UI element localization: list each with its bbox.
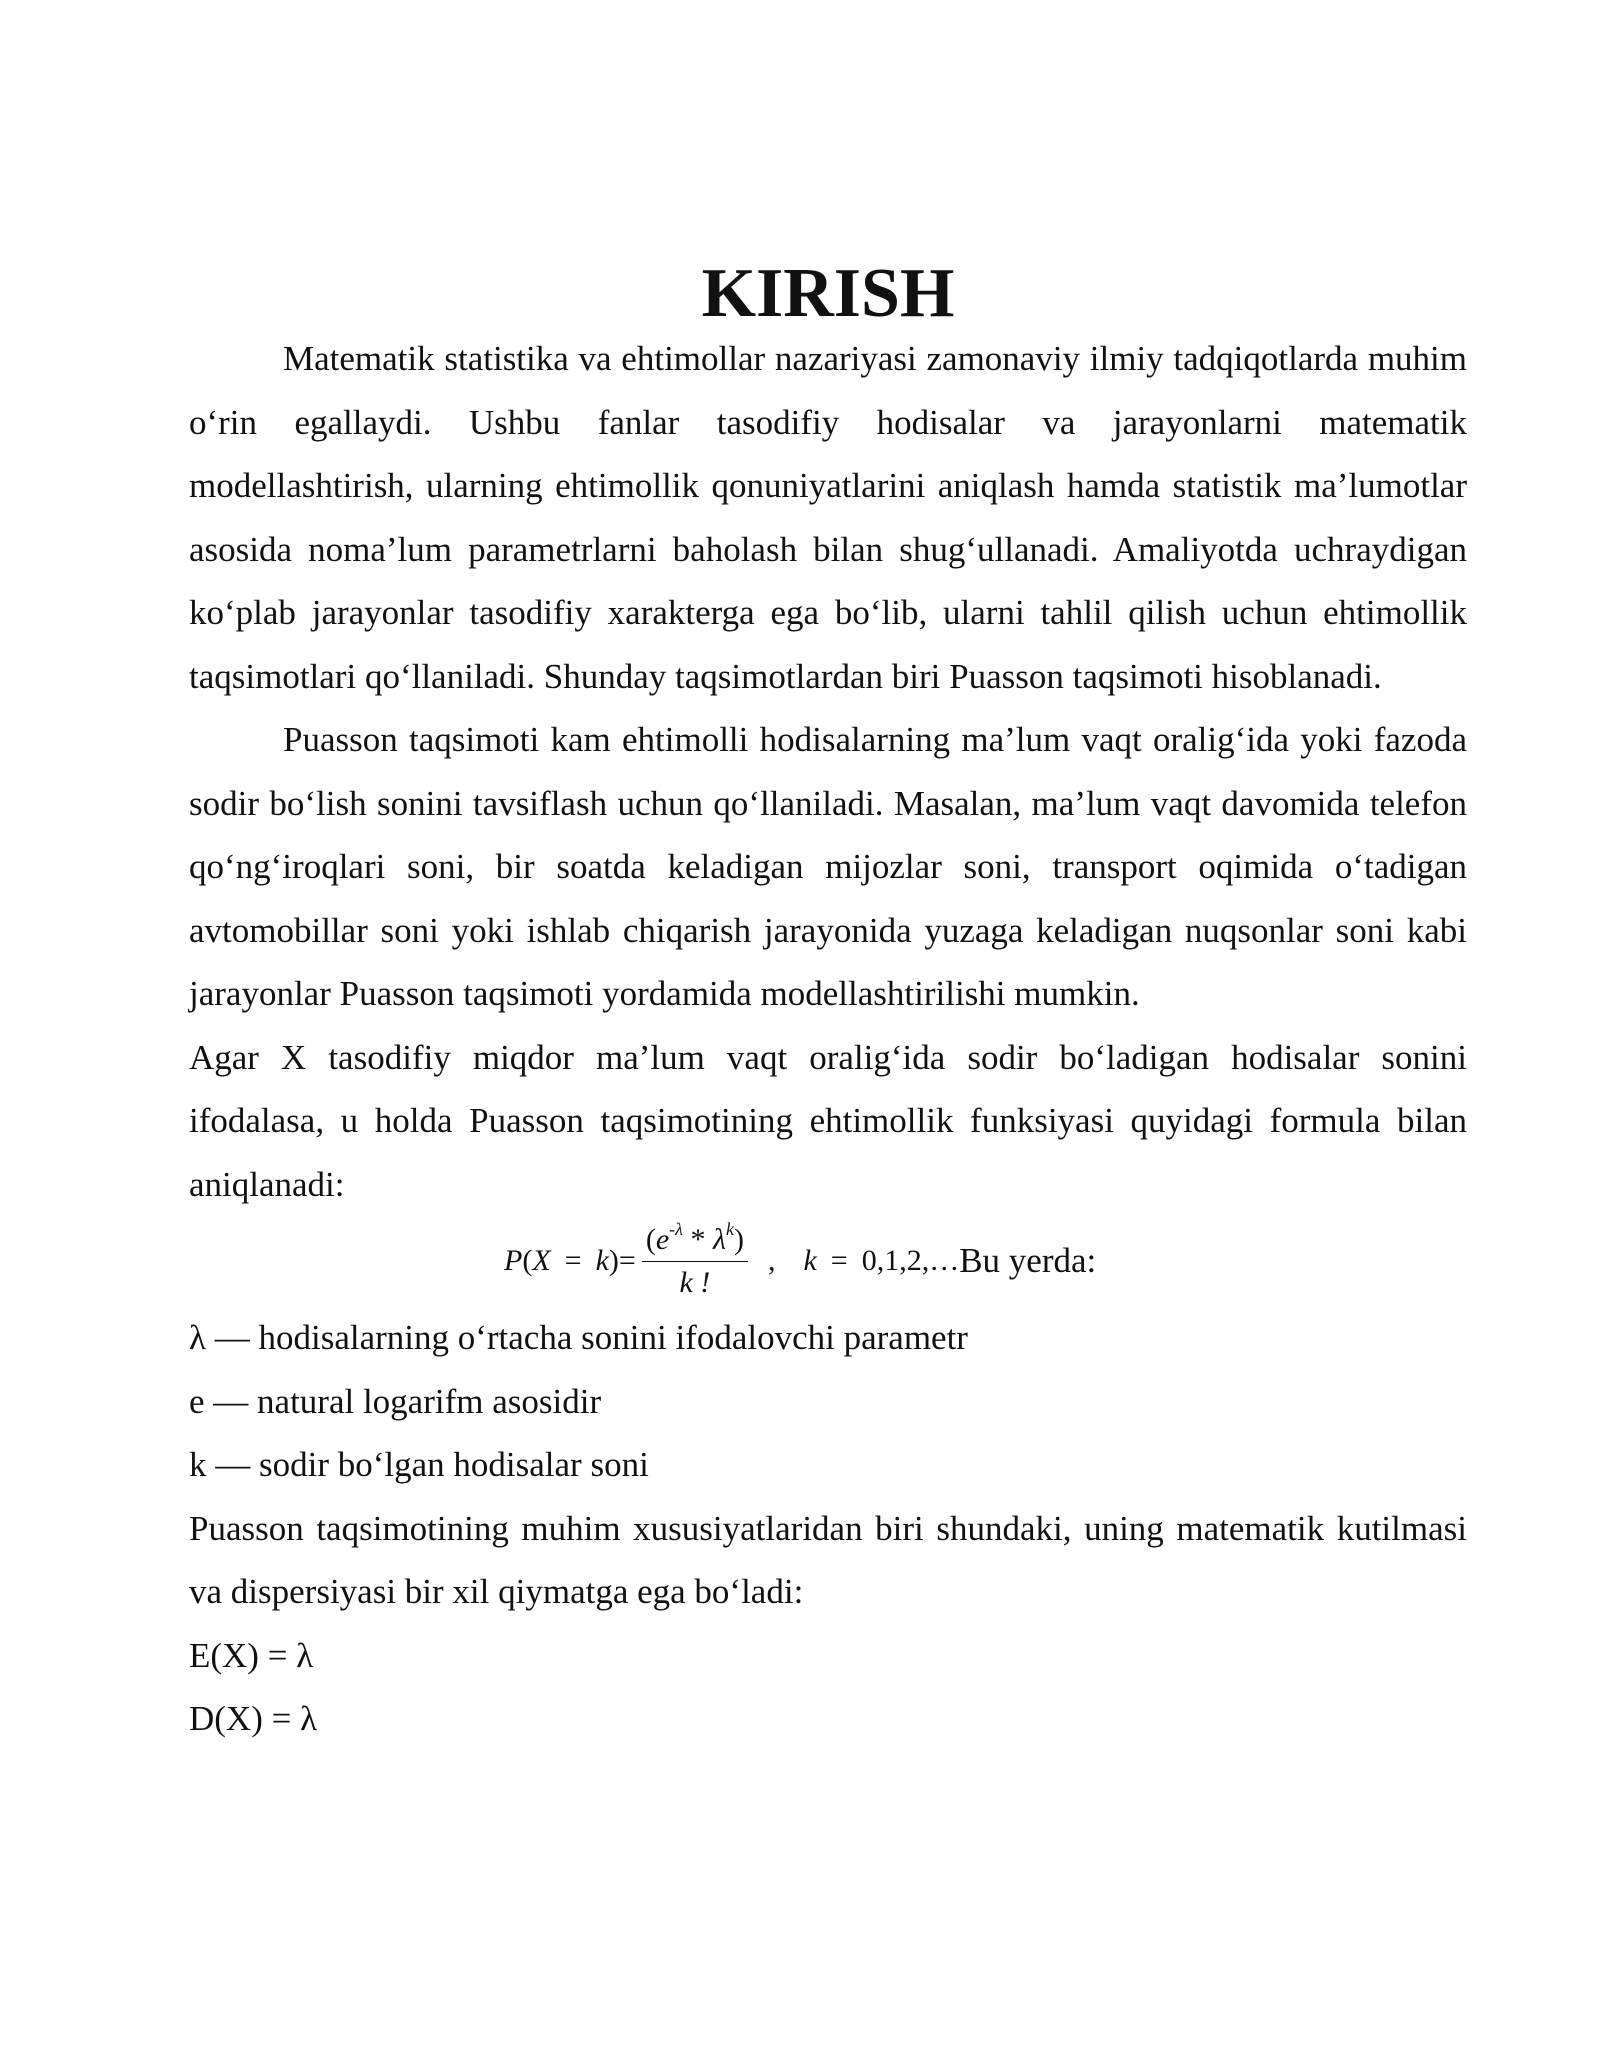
formula-fraction xyxy=(642,1218,748,1302)
numerator-close-paren: ) xyxy=(733,1222,744,1256)
formula-p: P xyxy=(504,1244,523,1278)
numerator-k-exponent: k xyxy=(725,1218,734,1239)
formula-open-paren: ( xyxy=(522,1244,533,1278)
formula-x: X xyxy=(532,1244,551,1278)
formula-eq: = xyxy=(564,1244,582,1278)
poisson-formula xyxy=(504,1216,1096,1306)
numerator-open-paren: ( xyxy=(645,1222,656,1256)
formula-numerator xyxy=(642,1218,748,1262)
formula-denominator: k ! xyxy=(679,1265,711,1299)
paragraph-formula-intro: Agar X tasodifiy miqdor ma’lum vaqt oralig‘ida sodir bo‘ladigan hodisalar sonini ifodalasa, u holda Puasson taqsimotining ehtimollik funksiyasi quyidagi formula bilan aniqlanadi: xyxy=(189,1037,1467,1204)
definition-lambda: λ — hodisalarning o‘rtacha sonini ifodalovchi parametr xyxy=(189,1318,968,1357)
property-expectation: E(X) = λ xyxy=(189,1635,314,1675)
numerator-lambda: λ xyxy=(712,1222,726,1256)
formula-k-values: 0,1,2,… xyxy=(861,1244,960,1278)
formula-k-var: k xyxy=(803,1244,817,1278)
document-page xyxy=(189,255,1467,1751)
definition-e: e — natural logarifm asosidir xyxy=(189,1381,602,1421)
formula-after-text: Bu yerda: xyxy=(959,1241,1097,1281)
numerator-e: e xyxy=(655,1222,670,1256)
property-variance: D(X) = λ xyxy=(189,1699,318,1738)
formula-block xyxy=(189,1216,1467,1306)
numerator-exponent: -λ xyxy=(669,1218,683,1239)
formula-comma: , xyxy=(767,1244,776,1278)
paragraph-poisson-usage: Puasson taqsimoti kam ehtimolli hodisalarning ma’lum vaqt oralig‘ida yoki fazoda sodir bo‘lish sonini tavsiflash uchun qo‘llaniladi. Masalan, ma’lum vaqt davomida telefon qo‘ng‘iroqlari soni, bir soatda keladigan mijozlar soni, transport oqimida o‘tadigan avtomobillar soni yoki ishlab chiqarish jarayonida yuzaga keladigan nuqsonlar soni kabi jarayonlar Puasson taqsimoti yordamida modellashtirilishi mumkin. xyxy=(189,720,1467,1013)
formula-k-eq: = xyxy=(830,1244,848,1278)
paragraph-properties: Puasson taqsimotining muhim xususiyatlaridan biri shundaki, uning matematik kutilmasi va dispersiyasi bir xil qiymatga ega bo‘ladi: xyxy=(189,1508,1467,1611)
numerator-star: * xyxy=(690,1222,706,1256)
paragraph-intro: Matematik statistika va ehtimollar nazariyasi zamonaviy ilmiy tadqiqotlarda muhim o‘rin egallaydi. Ushbu fanlar tasodifiy hodisalar va jarayonlarni matematik modellashtirish, ularning ehtimollik qonuniyatlarini aniqlash hamda statistik ma’lumotlar asosida noma’lum parametrlarni baholash bilan shug‘ullanadi. Amaliyotda uchraydigan ko‘plab jarayonlar tasodifiy xarakterga ega bo‘lib, ularni tahlil qilish uchun ehtimollik taqsimotlari qo‘llaniladi. Shunday taqsimotlardan biri Puasson taqsimoti hisoblanadi. xyxy=(189,339,1467,696)
formula-k: k xyxy=(595,1244,609,1278)
definition-k: k — sodir bo‘lgan hodisalar soni xyxy=(189,1445,649,1484)
section-title: KIRISH xyxy=(701,255,955,332)
formula-close-paren-eq: )= xyxy=(608,1244,636,1278)
